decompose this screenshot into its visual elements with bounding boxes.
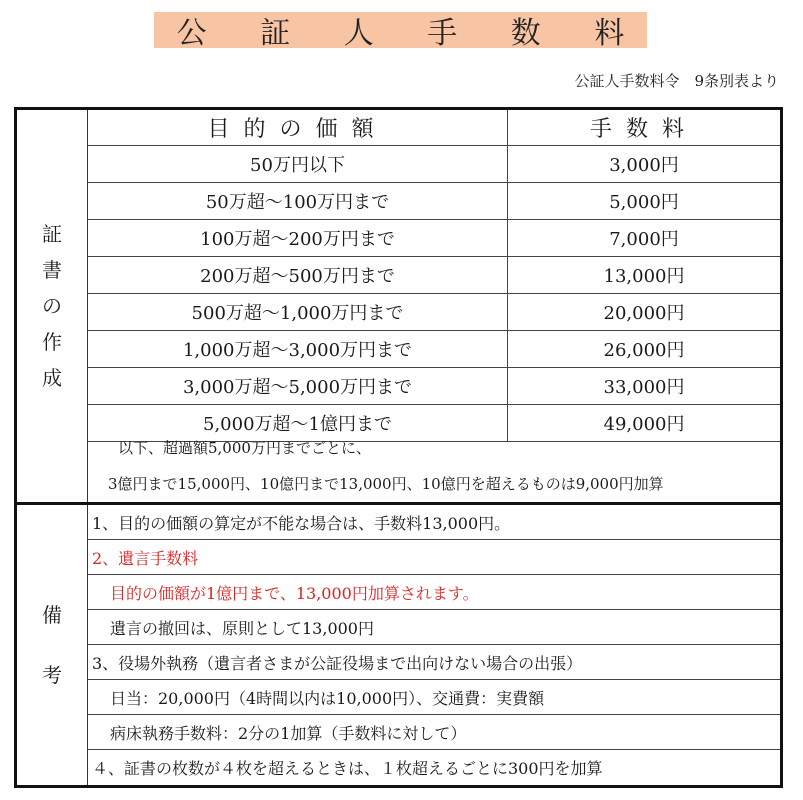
fee-cell: 7,000円: [609, 229, 679, 250]
remark-row: 3、役場外執務（遺言者さまが公証役場まで出向けない場合の出張）: [88, 645, 780, 680]
remark-row: 日当：20,000円（4時間以内は10,000円）、交通費：実費額: [88, 680, 780, 715]
column-header-fee: 手数料: [589, 117, 698, 142]
value-range-cell: 50万超～100万円まで: [88, 183, 508, 219]
fee-row: [88, 183, 780, 220]
remark-row: 2、遺言手数料: [88, 540, 780, 575]
remark-row: ４、証書の枚数が４枚を超えるときは、１枚超えるごとに300円を加算: [92, 759, 603, 778]
fee-row: [88, 220, 780, 257]
fee-cell: 3,000円: [609, 155, 679, 176]
fee-row: [88, 146, 780, 183]
value-range-cell: 500万超～1,000万円まで: [88, 294, 508, 330]
fee-row: [88, 331, 780, 368]
label-char: 成: [42, 366, 62, 390]
page-title: 公 証 人 手 数 料: [154, 12, 647, 48]
fee-cell: 33,000円: [603, 377, 685, 398]
label-char: 作: [42, 330, 62, 354]
source-note: 公証人手数料令 9条別表より: [574, 72, 779, 90]
column-header-value: 目的の価額: [88, 110, 508, 145]
remark-row: 1、目的の価額の算定が不能な場合は、手数料13,000円。: [88, 505, 780, 540]
additional-fee-line-1: 以下、超過額5,000万円までごとに、: [118, 439, 371, 457]
fee-grid: [88, 110, 780, 442]
remarks-list: [88, 505, 780, 785]
fee-header-row: [88, 110, 780, 146]
remark-row: 目的の価額が1億円まで、13,000円加算されます。: [88, 575, 780, 610]
label-char: 考: [42, 663, 62, 687]
label-char: の: [42, 294, 62, 318]
fee-table: [14, 107, 783, 788]
remarks-section: [17, 505, 780, 785]
remarks-label: [17, 505, 88, 785]
fee-cell: 13,000円: [603, 266, 685, 287]
fee-cell: 20,000円: [603, 303, 685, 324]
fee-row: [88, 257, 780, 294]
value-range-cell: 1,000万超～3,000万円まで: [88, 331, 508, 367]
remark-row: 病床執務手数料：2分の1加算（手数料に対して）: [88, 715, 780, 750]
fee-row: [88, 368, 780, 405]
value-range-cell: 5,000万超～1億円まで: [88, 405, 508, 441]
document-creation-section: [17, 110, 780, 505]
remark-row: 遺言の撤回は、原則として13,000円: [88, 610, 780, 645]
fee-cell: 5,000円: [609, 192, 679, 213]
label-char: 書: [42, 258, 62, 282]
value-range-cell: 200万超～500万円まで: [88, 257, 508, 293]
fee-cell: 49,000円: [603, 414, 685, 435]
additional-fee-note: [88, 433, 780, 502]
value-range-cell: 100万超～200万円まで: [88, 220, 508, 256]
label-char: 備: [42, 603, 62, 627]
document-creation-label: [17, 110, 88, 502]
additional-fee-line-2: 3億円まで15,000円、10億円まで13,000円、10億円を超えるものは9,000円加算: [108, 475, 664, 493]
fee-cell: 26,000円: [603, 340, 685, 361]
value-range-cell: 3,000万超～5,000万円まで: [88, 368, 508, 404]
fee-row: [88, 294, 780, 331]
value-range-cell: 50万円以下: [88, 146, 508, 182]
label-char: 証: [42, 222, 62, 246]
